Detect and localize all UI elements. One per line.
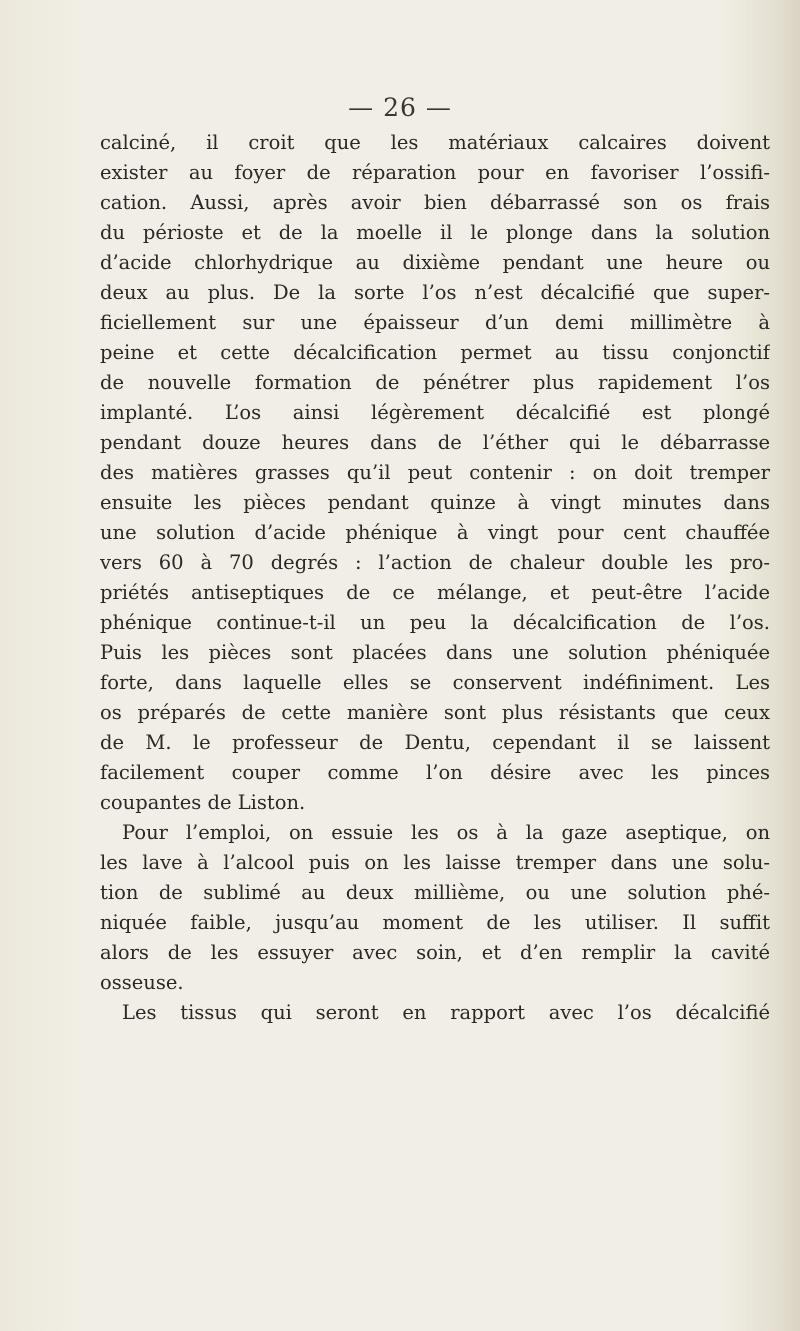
text-line: de nouvelle formation de pénétrer plus rapidement l’os	[100, 371, 770, 394]
text-line: Puis les pièces sont placées dans une solution phéniquée	[100, 641, 770, 664]
text-line: phénique continue-t-il un peu la décalcification de l’os.	[100, 611, 770, 634]
text-line: exister au foyer de réparation pour en favoriser l’ossifi-	[100, 161, 770, 184]
text-line: ficiellement sur une épaisseur d’un demi millimètre à	[100, 311, 770, 334]
text-line: une solution d’acide phénique à vingt pour cent chauffée	[100, 521, 770, 544]
text-line: osseuse.	[100, 971, 184, 994]
text-line: peine et cette décalcification permet au tissu conjonctif	[100, 341, 770, 364]
text-line: pendant douze heures dans de l’éther qui le débarrasse	[100, 431, 770, 454]
text-line: priétés antiseptiques de ce mélange, et peut-être l’acide	[100, 581, 770, 604]
text-line: tion de sublimé au deux millième, ou une solution phé-	[100, 881, 770, 904]
text-line: vers 60 à 70 degrés : l’action de chaleur double les pro-	[100, 551, 770, 574]
text-line: Pour l’emploi, on essuie les os à la gaze aseptique, on	[122, 821, 770, 844]
text-line: facilement couper comme l’on désire avec les pinces	[100, 761, 770, 784]
body-text	[100, 128, 770, 1028]
text-line: alors de les essuyer avec soin, et d’en remplir la cavité	[100, 941, 770, 964]
text-line: de M. le professeur de Dentu, cependant il se laissent	[100, 731, 770, 754]
text-line: deux au plus. De la sorte l’os n’est décalcifié que super-	[100, 281, 770, 304]
page-number: — 26 —	[348, 93, 452, 122]
text-line: les lave à l’alcool puis on les laisse tremper dans une solu-	[100, 851, 770, 874]
text-line: niquée faible, jusqu’au moment de les utiliser. Il suffit	[100, 911, 770, 934]
text-line: d’acide chlorhydrique au dixième pendant une heure ou	[100, 251, 770, 274]
text-line: forte, dans laquelle elles se conservent indéfiniment. Les	[100, 671, 770, 694]
text-line: implanté. L’os ainsi légèrement décalcifié est plongé	[100, 401, 770, 424]
text-line: calciné, il croit que les matériaux calcaires doivent	[100, 131, 770, 154]
text-line: coupantes de Liston.	[100, 791, 306, 814]
text-line: Les tissus qui seront en rapport avec l’os décalcifié	[122, 1001, 770, 1024]
text-line: des matières grasses qu’il peut contenir : on doit tremper	[100, 461, 770, 484]
text-line: ensuite les pièces pendant quinze à vingt minutes dans	[100, 491, 770, 514]
text-line: os préparés de cette manière sont plus résistants que ceux	[100, 701, 770, 724]
text-line: du périoste et de la moelle il le plonge dans la solution	[100, 221, 770, 244]
text-line: cation. Aussi, après avoir bien débarrassé son os frais	[100, 191, 770, 214]
